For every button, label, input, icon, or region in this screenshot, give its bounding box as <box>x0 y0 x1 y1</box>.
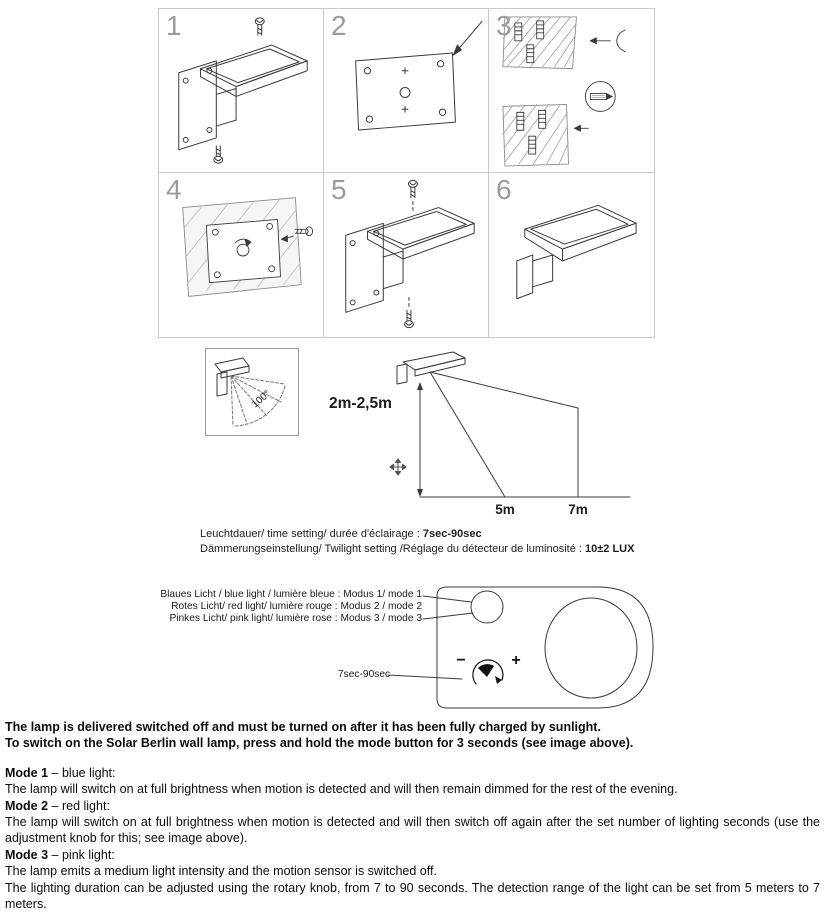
step-number: 1 <box>166 10 182 41</box>
solar-panel-area <box>545 598 637 698</box>
screw-icon <box>214 146 223 163</box>
step-panel-6 <box>489 173 654 337</box>
knob-range-label: 7sec-90sec <box>338 669 391 680</box>
step-1-lamp-with-screws-illustration <box>159 9 323 172</box>
intro-line-1: The lamp is delivered switched off and must be turned on after it has been fully charged by sunlight. <box>5 720 601 734</box>
mode-3-heading-rest: – pink light: <box>48 847 115 862</box>
step-number: 6 <box>496 174 512 205</box>
settings-text <box>200 527 640 556</box>
mode-3-heading-bold: Mode 3 <box>5 847 49 862</box>
step-5-attach-lamp-illustration <box>324 173 488 337</box>
step-panel-2 <box>324 9 489 173</box>
mode-2-description: The lamp will switch on at full brightness when motion is detected and will then switch off again after the set number of lighting seconds (use the adjustment knob for this; see image above). <box>5 815 820 846</box>
knob-minus-label: − <box>456 652 466 669</box>
time-setting-line <box>200 527 640 542</box>
rotary-knob-icon <box>473 660 503 684</box>
step-number: 3 <box>496 10 512 41</box>
intro-line-2: To switch on the Solar Berlin wall lamp, press and hold the mode button for 3 seconds (see image above). <box>5 736 634 751</box>
detection-range-diagram <box>325 348 640 520</box>
installation-steps-grid <box>158 8 655 338</box>
mode-3-description: The lamp emits a medium light intensity and the motion sensor is switched off. <box>5 864 437 879</box>
step-2-mounting-plate-marking-illustration <box>324 9 488 172</box>
duration-note: The lighting duration can be adjusted using the rotary knob, from 7 to 90 seconds. The detection range of the light can be set from 5 meters to 7 meters. <box>5 880 820 912</box>
step-number: 2 <box>331 10 347 41</box>
screw-icon <box>405 310 414 327</box>
time-setting-value: 7sec-90sec <box>422 528 482 540</box>
mode-1-description: The lamp will switch on at full brightness when motion is detected and will then remain dimmed for the rest of the evening. <box>5 782 678 797</box>
mode-3-color-label: Pinkes Licht/ pink light/ lumière rose : Modus 3 / mode 3 <box>169 613 422 624</box>
mode-1-heading-rest: – blue light: <box>48 765 116 780</box>
mode-2-heading <box>5 798 820 814</box>
twilight-setting-value: 10±2 LUX <box>585 542 635 555</box>
detection-angle-label: 100° <box>249 388 273 411</box>
move-cursor-icon <box>390 459 406 475</box>
screw-icon <box>408 180 417 197</box>
step-4-plate-on-wall-illustration <box>159 173 323 337</box>
step-panel-3 <box>489 9 654 173</box>
mode-button-illustration <box>471 591 503 623</box>
mode-3-heading <box>5 847 820 863</box>
knob-plus-label: + <box>511 652 521 669</box>
step-number: 4 <box>166 174 182 205</box>
mode-2-color-label: Rotes Licht/ red light/ lumière rouge : Modus 2 / mode 2 <box>171 601 422 612</box>
mode-2-heading-rest: – red light: <box>48 798 110 813</box>
step-panel-1 <box>159 9 324 173</box>
step-number: 5 <box>331 174 347 205</box>
step-panel-4 <box>159 173 324 337</box>
step-3-wall-plugs-illustration <box>489 9 654 172</box>
lamp-back-diagram <box>330 580 662 720</box>
instructions-text <box>5 719 820 912</box>
twilight-setting-label: Dämmerungseinstellung/ Twilight setting /Réglage du détecteur de luminosité : <box>200 542 586 555</box>
screw-icon <box>255 18 264 35</box>
detection-angle-illustration <box>205 348 299 436</box>
detection-angle-box <box>205 348 299 436</box>
mode-1-heading-bold: Mode 1 <box>5 765 49 780</box>
range-near-label: 5m <box>495 502 515 517</box>
twilight-setting-line <box>200 542 640 557</box>
step-panel-5 <box>324 173 489 337</box>
mode-1-heading <box>5 765 820 781</box>
range-far-label: 7m <box>568 502 588 517</box>
mode-2-heading-bold: Mode 2 <box>5 798 49 813</box>
mounting-height-label: 2m-2,5m <box>329 395 392 412</box>
mode-1-color-label: Blaues Licht / blue light / lumière bleue : Modus 1/ mode 1 <box>160 589 422 600</box>
step-6-finished-lamp-illustration <box>489 173 654 337</box>
time-setting-label: Leuchtdauer/ time setting/ durée d'éclairage : <box>200 528 423 540</box>
